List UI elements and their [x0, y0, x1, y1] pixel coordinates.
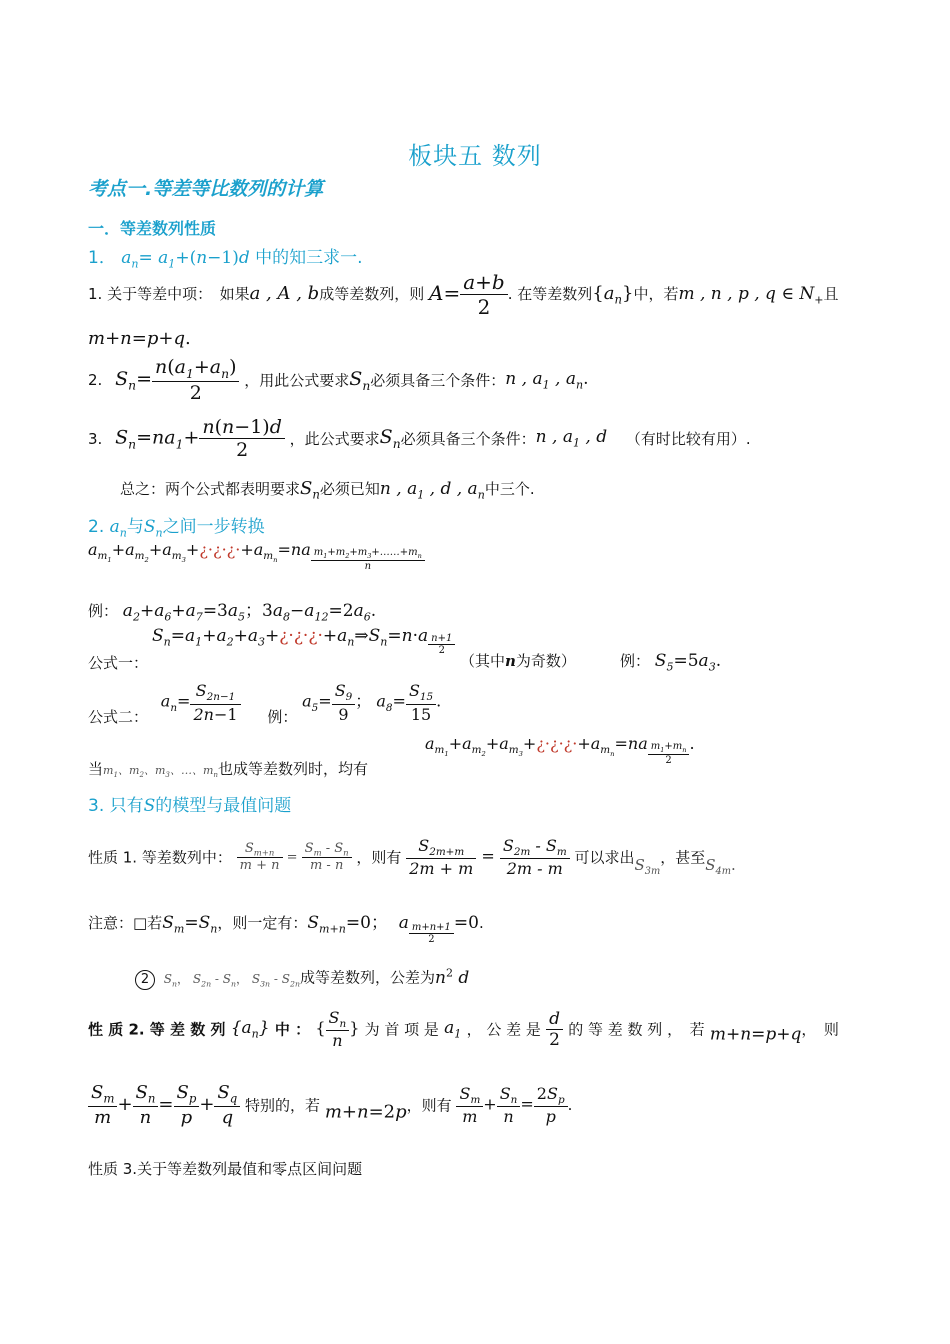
formula-1-equation: $S_n=a_1+a_2+a_3+¿\cdot¿\cdot¿\cdot+a_n\Rightarrow S_n=n\cdot a$ $\frac{n+1}{2}$: [152, 626, 455, 656]
property-s1-formula-a: $\frac{S_{m+n}}{m + n}$ = $\frac{S_m - S_n}{m - n}$: [237, 841, 352, 874]
property-3-note: （有时比较有用）.: [625, 430, 751, 448]
sum-sn-symbol: $S_n$: [349, 367, 371, 393]
section-heading-kaodian: 考点一.等差等比数列的计算: [88, 178, 324, 200]
sequence-an: $\{a_n\}$: [592, 283, 634, 307]
sub3-lead: 3. 只有: [88, 796, 144, 816]
summary-line: [120, 478, 535, 502]
formula-1-example-label: 例：: [620, 652, 651, 670]
sub2-text: 与: [126, 517, 144, 537]
formula-1-note: （其中n为奇数）: [460, 652, 576, 670]
summary-sn: $S_n$: [300, 478, 320, 502]
item-1-tail: 中的知三求一.: [255, 248, 363, 268]
dang-line: 当$m_1$、$m_2$、$m_3$、…、$m_n$也成等差数列时，均有: [88, 760, 369, 780]
formula-1-note-close: 为奇数）: [515, 652, 576, 670]
formula-2-example-label: 例：: [267, 708, 298, 726]
property-3-text: ，此公式要求: [289, 430, 380, 448]
mean-formula: A= $\frac{a+b}{2}$: [429, 270, 508, 319]
circle-2-text: 成等差数列，公差为: [299, 968, 435, 987]
subsection-heading-1: 一．等差数列性质: [88, 219, 217, 238]
property-2-line: [88, 356, 589, 404]
item-1-line: [88, 243, 363, 270]
property-s2-line: 性 质 2. 等 差 数 列 $\{a_n\}$ 中 ： { $\frac{S_n}{n}$ } 为 首 项 是 $a_1$ ， 公 差 是 $\frac{d}{2}$ 的 等 差 数 列 ， 若 m+n=p+q， 则: [88, 1008, 839, 1051]
page-title: 板块五 数列: [408, 142, 542, 170]
property-s1-line: 性质 1. 等差数列中： $\frac{S_{m+n}}{m + n}$ = $\frac{S_m - S_n}{m - n}$ ，则有 $\frac{S_{2m+m}}{2m + m}$ = $\frac{S_{2m} - S_m}{2m - m}$ 可以求出$S_{3m}$，甚至$S_{4m}$.: [88, 836, 736, 879]
summary-vars: n , $a_1$ , d , $a_n$: [379, 479, 485, 502]
property-s2-ze: ， 则: [801, 1020, 839, 1039]
formula-2-label: 公式二：: [88, 708, 149, 726]
formula-2-equation: $a_n=$ $\frac{S_{2n-1}}{2n-1}$: [161, 681, 241, 723]
formula-1-example: 例： $S_5=5a_3$.: [620, 651, 722, 674]
property-s1-formula-b: $\frac{S_{2m+m}}{2m + m}$ = $\frac{S_{2m} - S_m}{2m - m}$: [406, 836, 570, 878]
summary-tail: 中三个.: [484, 480, 535, 498]
circle-2-icon: 2: [135, 970, 155, 990]
property-s2-zhong: 中 ：: [274, 1020, 311, 1039]
subsection-heading-2: 2. $a_n$与$S_n$之间一步转换: [88, 517, 265, 540]
property-1-lead: 1. 关于等差中项： 如果: [88, 285, 250, 303]
property-3-line: [88, 416, 751, 461]
formula-1-note-open: （其中: [460, 652, 506, 670]
item-1-number: 1．: [88, 248, 116, 268]
property-3-number: 3.: [88, 429, 103, 448]
dang-equation: $a_{m_1}+a_{m_2}+a_{m_3}+¿\cdot¿\cdot¿\cdot+a_{m_n}=na$ $\frac{m_1+m_n}{2}$ .: [425, 734, 695, 766]
property-1-after: . 在等差数列: [507, 285, 593, 303]
property-s2b-line: $\frac{S_m}{m}$ + $\frac{S_n}{n}$ = $\frac{S_p}{p}$ + $\frac{S_q}{q}$ 特别的，若 m+n=2p，则有 $\frac{S_m}{m}$ + $\frac{S_n}{n}$ = $\frac{2S_p}{p}$ .: [88, 1082, 572, 1128]
property-1-qie: 且: [823, 285, 839, 303]
property-2-need: 必须具备三个条件：: [370, 371, 506, 390]
property-s1-tail: 可以求出: [574, 848, 635, 867]
property-1-line: [88, 270, 838, 319]
example-1-label: 例：: [88, 602, 119, 620]
conditions-2: n , $a_1$ , d: [535, 427, 608, 450]
sum-formula-1: $S_n=$ $\frac{n(a_1+a_n)}{2}$: [115, 356, 239, 404]
index-condition: m , n , p , q ∈ $N_+$: [678, 284, 824, 307]
summary-mid: 必须已知: [319, 480, 380, 498]
note-mid: ，则一定有：: [217, 914, 308, 932]
property-1-zhong: 中，若: [633, 285, 679, 303]
property-s1-mid: ，则有: [356, 848, 402, 867]
sub3-tail: 的模型与最值问题: [155, 796, 292, 816]
property-s3-line: 性质 3.关于等差数列最值和零点区间问题: [88, 1160, 363, 1178]
property-s1-shen: ，甚至: [660, 848, 706, 867]
property-1-mid: 成等差数列，则: [319, 285, 425, 303]
mean-terms: a , A , b: [249, 283, 320, 304]
property-s1-lead: 性质 1. 等差数列中：: [88, 848, 232, 867]
property-s2-wei: 为 首 项 是: [364, 1020, 439, 1039]
property-3-need: 必须具备三个条件：: [400, 430, 536, 448]
property-2-number: 2.: [88, 370, 103, 389]
sum-formula-2: $S_n=na_1+$ $\frac{n(n-1)d}{2}$: [115, 416, 285, 461]
summary-lead: 总之：两个公式都表明要求: [120, 480, 301, 498]
example-1-formula: $a_2+a_6+a_7=3a_5$；$3a_8-a_{12}=2a_6$.: [122, 601, 377, 624]
formula-2-line: [88, 678, 441, 727]
formula-1-label: 公式一：: [88, 654, 149, 672]
property-s2-de: 的 等 差 数 列 ， 若: [568, 1020, 705, 1039]
sum-of-terms-equation: $a_{m_1}+a_{m_2}+a_{m_3}+¿\cdot¿\cdot¿\cdot+a_{m_n}=na$ $\frac{m_1+m_2+m_3+\dots\dots+m_n}{n}$: [88, 540, 425, 572]
circle-2-line: 2 $S_n$， $S_{2n} - S_n$， $S_{3n} - S_{2n}$成等差数列，公差为$n^2$ d: [135, 966, 469, 990]
property-s2-gongcha: ， 公 差 是: [466, 1020, 541, 1039]
note-lead: 注意：□若: [88, 914, 163, 932]
property-s2b-formula: $\frac{S_m}{m}$ + $\frac{S_n}{n}$ = $\frac{S_p}{p}$ + $\frac{S_q}{q}$: [88, 1082, 240, 1128]
property-s2b-teb: 特别的，若: [245, 1096, 321, 1115]
sum-sn-symbol-2: $S_n$: [379, 426, 401, 451]
property-s2-lead: 性 质 2. 等 差 数 列: [88, 1020, 226, 1039]
formula-2-examples: $a_5=$ $\frac{S_9}{9}$ ； $a_8=$ $\frac{S_{15}}{15}$ .: [302, 681, 442, 724]
index-sum-equation: m+n=p+q.: [88, 328, 191, 349]
dang-mid: 也成等差数列时，均有: [218, 760, 369, 778]
note-line: 注意：□若$S_m=S_n$，则一定有：$S_{m+n}=0$； a $\frac{m+n+1}{2}$ =0.: [88, 913, 484, 945]
property-s2b-formula-2: $\frac{S_m}{m}$ + $\frac{S_n}{n}$ = $\frac{2S_p}{p}$: [456, 1084, 567, 1126]
conditions-1: n , $a_1$ , $a_n$.: [505, 368, 589, 392]
subsection-heading-3: 3. 只有S的模型与最值问题: [88, 796, 292, 816]
property-2-text: ，用此公式要求: [244, 371, 350, 390]
general-term-formula: $a_n= a_1+(n-1)d$: [121, 248, 250, 271]
dang-lead: 当: [88, 760, 104, 778]
sub2-tail: 之间一步转换: [162, 517, 265, 537]
example-1-line: [88, 596, 376, 623]
property-s2b-ze: ，则有: [406, 1096, 452, 1115]
